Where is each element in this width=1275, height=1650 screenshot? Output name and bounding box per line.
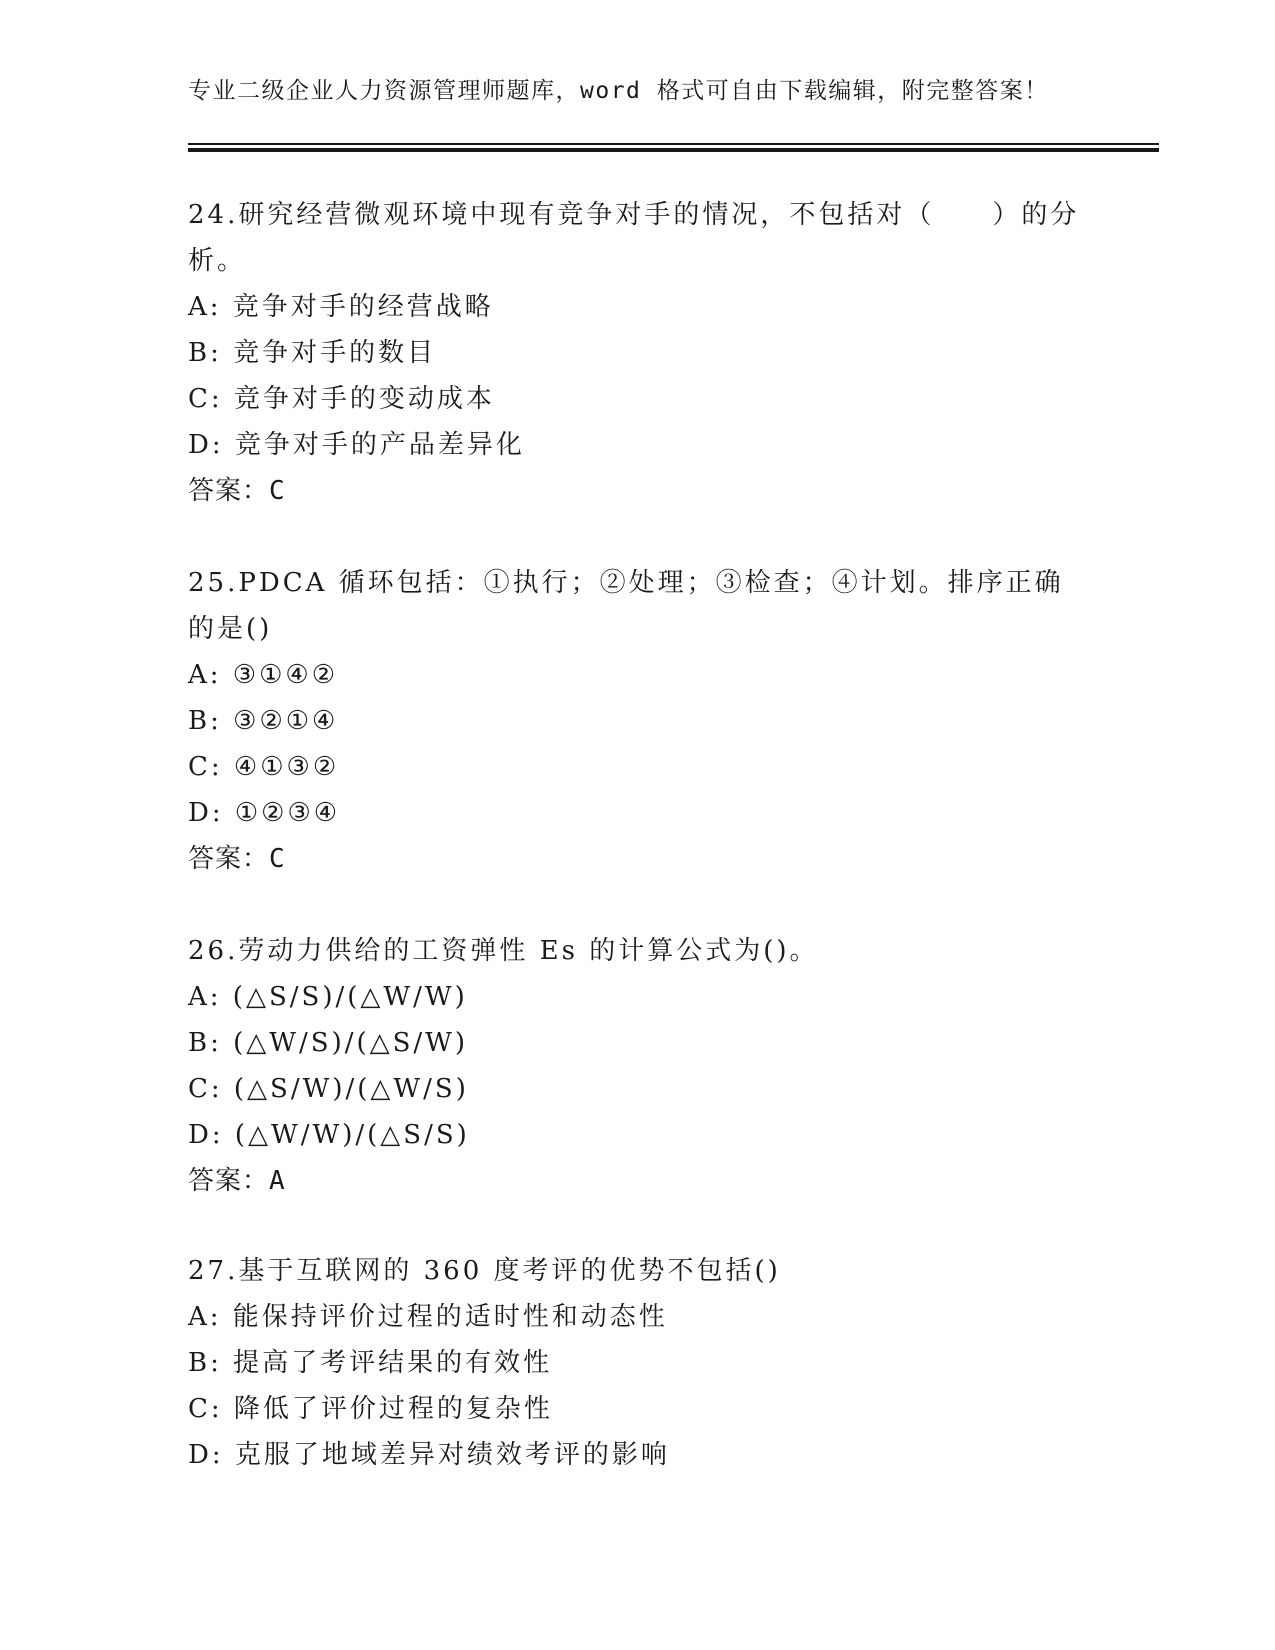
option-b: B: 提高了考评结果的有效性 — [188, 1348, 553, 1378]
option-a: A: (△S/S)/(△W/W) — [188, 982, 468, 1012]
option-b: B: 竞争对手的数目 — [188, 338, 437, 368]
option-c: C: 竞争对手的变动成本 — [188, 384, 495, 414]
option-a: A: 竞争对手的经营战略 — [188, 292, 494, 322]
option-d: D: 克服了地域差异对绩效考评的影响 — [188, 1440, 670, 1470]
header-rule-thin — [188, 143, 1159, 145]
option-c: C: (△S/W)/(△W/S) — [188, 1074, 469, 1104]
answer-label: 答案： — [188, 844, 270, 874]
answer-value: A — [269, 1166, 286, 1196]
document-header: 专业二级企业人力资源管理师题库，word 格式可自由下载编辑，附完整答案！ — [188, 78, 1049, 104]
option-b: B: ③②①④ — [188, 706, 339, 736]
answer-value: C — [269, 476, 286, 506]
answer-line — [188, 1158, 1088, 1204]
question-26 — [188, 928, 1088, 1204]
option-d: D: 竞争对手的产品差异化 — [188, 430, 525, 460]
option-c: C: ④①③② — [188, 752, 340, 782]
question-24 — [188, 192, 1088, 514]
question-stem: 24.研究经营微观环境中现有竞争对手的情况，不包括对（ ）的分析。 — [188, 200, 1080, 276]
answer-label: 答案： — [188, 1166, 270, 1196]
question-stem: 26.劳动力供给的工资弹性 Es 的计算公式为()。 — [188, 936, 819, 966]
answer-line — [188, 836, 1088, 882]
option-d: D: ①②③④ — [188, 798, 341, 828]
question-27 — [188, 1248, 1088, 1478]
option-d: D: (△W/W)/(△S/S) — [188, 1120, 470, 1150]
option-c: C: 降低了评价过程的复杂性 — [188, 1394, 553, 1424]
question-stem: 25.PDCA 循环包括：①执行；②处理；③检查；④计划。排序正确的是() — [188, 568, 1064, 644]
header-rule-thick — [188, 148, 1159, 152]
question-25 — [188, 560, 1088, 882]
question-stem: 27.基于互联网的 360 度考评的优势不包括() — [188, 1256, 781, 1286]
option-a: A: ③①④② — [188, 660, 339, 690]
answer-label: 答案： — [188, 476, 270, 506]
option-a: A: 能保持评价过程的适时性和动态性 — [188, 1302, 668, 1332]
option-b: B: (△W/S)/(△S/W) — [188, 1028, 469, 1058]
answer-value: C — [269, 844, 286, 874]
answer-line — [188, 468, 1088, 514]
